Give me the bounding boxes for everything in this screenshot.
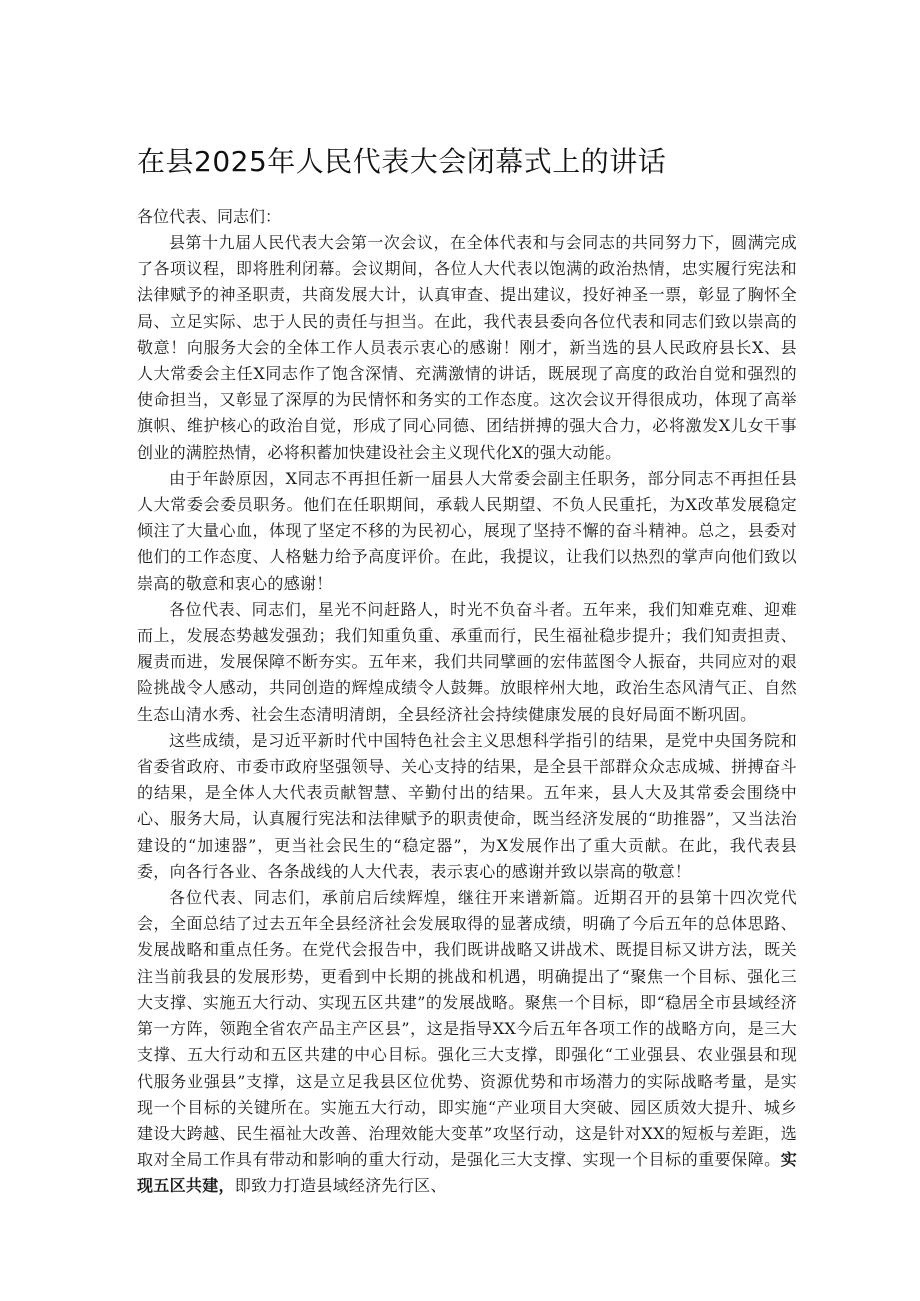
- paragraph-1: 县第十九届人民代表大会第一次会议，在全体代表和与会同志的共同努力下，圆满完成了各项议程，即将胜利闭幕。会议期间，各位人大代表以饱满的政治热情，忠实履行宪法和法律赋予的神圣职责，共商发展大计，认真审查、提出建议，投好神圣一票，彰显了胸怀全局、立足实际、忠于人民的责任与担当。在此，我代表县委向各位代表和同志们致以崇高的敬意！向服务大会的全体工作人员表示衷心的感谢！刚才，新当选的县人民政府县长X、县人大常委会主任X同志作了饱含深情、充满激情的讲话，既展现了高度的政治自觉和强烈的使命担当，又彰显了深厚的为民情怀和务实的工作态度。这次会议开得很成功，体现了高举旗帜、维护核心的政治自觉，形成了同心同德、团结拼搏的强大合力，必将激发X儿女干事创业的满腔热情，必将积蓄加快建设社会主义现代化X的强大动能。: [137, 233, 797, 462]
- paragraph-5: [137, 885, 797, 1199]
- paragraph-5-text: 各位代表、同志们，承前启后续辉煌，继往开来谱新篇。近期召开的县第十四次党代会，全面总结了过去五年全县经济社会发展取得的显著成绩，明确了今后五年的总体思路、发展战略和重点任务。在党代会报告中，我们既讲战略又讲战术、既提目标又讲方法，既关注当前我县的发展形势，更看到中长期的挑战和机遇，明确提出了“聚焦一个目标、强化三大支撑、实施五大行动、实现五区共建”的发展战略。聚焦一个目标，即“稳居全市县域经济第一方阵，领跑全省农产品主产区县”，这是指导XX今后五年各项工作的战略方向，是三大支撑、五大行动和五区共建的中心目标。强化三大支撑，即强化“工业强县、农业强县和现代服务业强县”支撑，这是立足我县区位优势、资源优势和市场潜力的实际战略考量，是实现一个目标的关键所在。实施五大行动，即实施“产业项目大突破、园区质效大提升、城乡建设大跨越、民生福祉大改善、治理效能大变革”攻坚行动，这是针对XX的短板与差距，选取对全局工作具有带动和影响的重大行动，是强化三大支撑、实现一个目标的重要保障。: [137, 888, 797, 1170]
- salutation: 各位代表、同志们：: [137, 207, 282, 226]
- paragraph-5-tail: 即致力打造县域经济先行区、: [234, 1176, 447, 1196]
- document-page: [137, 140, 797, 1200]
- document-title: 在县2025年人民代表大会闭幕式上的讲话: [137, 145, 667, 178]
- paragraph-2: 由于年龄原因，X同志不再担任新一届县人大常委会副主任职务，部分同志不再担任县人大常委会委员职务。他们在任职期间，承载人民期望、不负人民重托，为X改革发展稳定倾注了大量心血，体现了坚定不移的为民初心，展现了坚持不懈的奋斗精神。总之，县委对他们的工作态度、人格魅力给予高度评价。在此，我提议，让我们以热烈的掌声向他们致以崇高的敬意和衷心的感谢！: [137, 468, 797, 593]
- paragraph-3: 各位代表、同志们，星光不问赶路人，时光不负奋斗者。五年来，我们知难克难、迎难而上，发展态势越发强劲；我们知重负重、承重而行，民生福祉稳步提升；我们知责担责、履责而进，发展保障不断夯实。五年来，我们共同擘画的宏伟蓝图令人振奋，共同应对的艰险挑战令人感动，共同创造的辉煌成绩令人鼓舞。放眼梓州大地，政治生态风清气正、自然生态山清水秀、社会生态清明清朗，全县经济社会持续健康发展的良好局面不断巩固。: [137, 599, 797, 724]
- paragraph-5-bold-phrase: 实现五区共建，: [137, 1150, 797, 1196]
- paragraph-4: 这些成绩，是习近平新时代中国特色社会主义思想科学指引的结果，是党中央国务院和省委省政府、市委市政府坚强领导、关心支持的结果，是全县干部群众众志成城、拼搏奋斗的结果，是全体人大代表贡献智慧、辛勤付出的结果。五年来，县人大及其常委会围绕中心、服务大局，认真履行宪法和法律赋予的职责使命，既当经济发展的“助推器”，又当法治建设的“加速器”，更当社会民生的“稳定器”，为X发展作出了重大贡献。在此，我代表县委，向各行各业、各条战线的人大代表，表示衷心的感谢并致以崇高的敬意！: [137, 730, 797, 881]
